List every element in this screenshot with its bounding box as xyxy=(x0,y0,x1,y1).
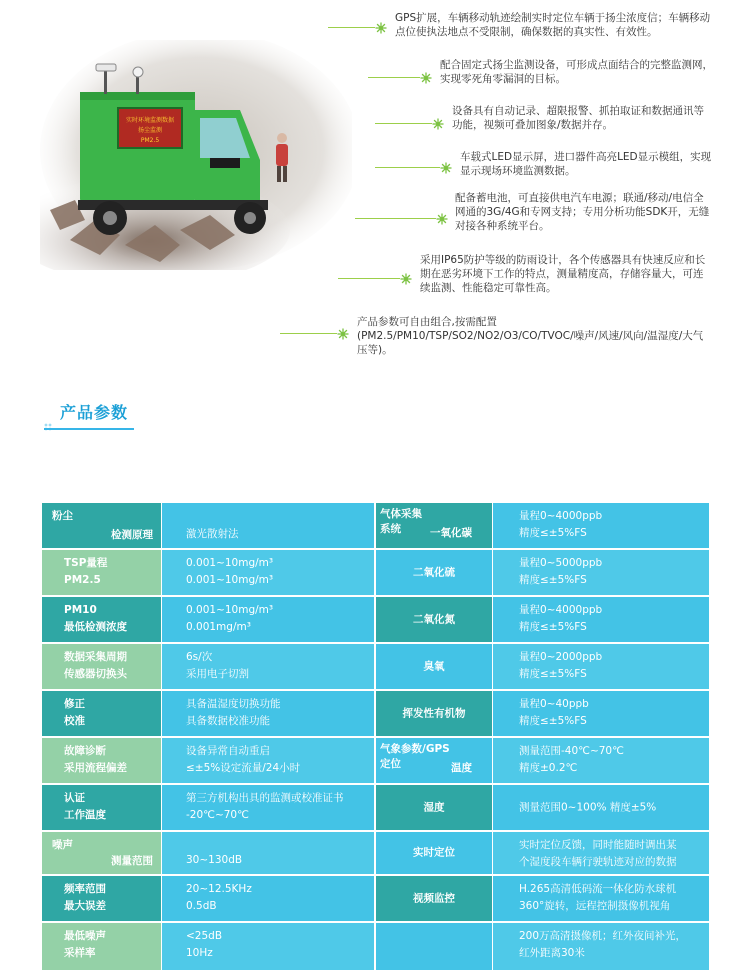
param-label: 挥发性有机物 xyxy=(402,707,466,719)
gas-param-value-cell xyxy=(493,644,709,689)
gas-param-value-cell xyxy=(493,876,709,921)
gas-param-label-cell xyxy=(376,550,492,595)
param-label: 认证 xyxy=(64,792,85,804)
param-label: 传感器切换头 xyxy=(64,668,127,680)
param-value: 具备数据校准功能 xyxy=(186,715,270,727)
param-label: 视频监控 xyxy=(413,892,455,904)
table-row xyxy=(42,785,709,830)
table-row xyxy=(42,597,709,642)
param-label: 粉尘 xyxy=(52,510,73,522)
vehicle-illustration xyxy=(40,40,352,270)
param-label: 故障诊断 xyxy=(64,745,106,757)
green-star-bullet-icon xyxy=(400,273,412,285)
led-screen-text: 扬尘监测 xyxy=(137,127,163,134)
gas-param-value-cell xyxy=(493,738,709,783)
gas-param-value-cell xyxy=(493,832,709,874)
param-value: 200万高清摄像机；红外夜间补光， xyxy=(519,930,687,942)
param-label: PM10 xyxy=(64,604,97,616)
param-value: 量程0~5000ppb xyxy=(519,557,603,569)
param-value: 30~130dB xyxy=(186,854,243,866)
param-label: 修正 xyxy=(64,698,85,710)
green-star-bullet-icon xyxy=(420,72,432,84)
param-value: 测量范围0~100% 精度±5% xyxy=(519,801,657,813)
table-row xyxy=(42,644,709,689)
feature-text: 配备蓄电池，可直接供电汽车电源；联通/移动/电信全网通的3G/4G和专网支持；专用分析功能SDK开，无缝对接各种系统平台。 xyxy=(455,192,710,232)
param-label-cell xyxy=(42,832,161,874)
gas-param-value-cell xyxy=(493,691,709,736)
param-label: 数据采集周期 xyxy=(64,651,127,663)
feature-connector-line xyxy=(280,333,337,334)
feature-text: 配合固定式扬尘监测设备，可形成点面结合的完整监测网，实现零死角零漏洞的目标。 xyxy=(440,59,713,85)
param-value: 0.001~10mg/m³ xyxy=(186,574,274,586)
param-value: 采用电子切割 xyxy=(186,668,249,680)
param-label: 温度 xyxy=(451,762,472,774)
feature-connector-line xyxy=(368,77,420,78)
feature-text: 车载式LED显示屏，进口器件高亮LED显示模组，实现显示现场环境监测数据。 xyxy=(460,151,712,177)
param-value: 精度≤±5%FS xyxy=(519,621,587,633)
param-label: 采用流程偏差 xyxy=(64,762,127,774)
param-value-cell xyxy=(162,550,374,595)
param-value: 360°旋转，远程控制摄像机视角 xyxy=(519,900,671,912)
param-label-cell xyxy=(42,597,161,642)
feature-text: 设备具有自动记录、超限报警、抓拍取证和数据通讯等功能，视频可叠加图象/数据并存。 xyxy=(452,105,704,131)
table-row xyxy=(42,832,709,874)
param-label: 二氧化硫 xyxy=(413,566,455,578)
param-label-cell xyxy=(42,503,161,548)
param-value: 个湿度段车辆行驶轨迹对应的数据 xyxy=(519,856,677,868)
gas-param-value-cell xyxy=(493,785,709,830)
param-value: 6s/次 xyxy=(186,651,213,663)
param-label: 系统 xyxy=(380,523,401,535)
param-label: 频率范围 xyxy=(64,883,106,895)
param-value: 量程0~4000ppb xyxy=(519,604,603,616)
param-value: 第三方机构出具的监测或校准证书 xyxy=(186,792,344,804)
param-value: 实时定位反馈，同时能随时调出某 xyxy=(519,839,677,851)
param-value-cell xyxy=(162,644,374,689)
gas-param-value-cell xyxy=(493,503,709,548)
param-label: 最大误差 xyxy=(64,900,106,912)
param-label: 最低检测浓度 xyxy=(64,621,127,633)
param-value: 红外距离30米 xyxy=(519,947,585,959)
param-value: 10Hz xyxy=(186,947,213,959)
gas-param-label-cell xyxy=(376,597,492,642)
gas-param-value-cell xyxy=(493,923,709,970)
feature-connector-line xyxy=(355,218,436,219)
param-value-cell xyxy=(162,876,374,921)
param-value: 测量范围-40℃~70℃ xyxy=(519,745,624,757)
param-label: 测量范围 xyxy=(111,855,153,867)
param-value: 0.001~10mg/m³ xyxy=(186,557,274,569)
param-label-cell xyxy=(42,876,161,921)
param-value: 精度≤±5%FS xyxy=(519,574,587,586)
param-value-cell xyxy=(162,597,374,642)
param-value: 精度±0.2℃ xyxy=(519,762,578,774)
param-label: 工作温度 xyxy=(64,809,106,821)
param-value: H.265高清低码流一体化防水球机 xyxy=(519,883,677,895)
gas-param-label-cell xyxy=(376,923,492,970)
param-label: 二氧化氮 xyxy=(413,613,455,625)
mobile-monitoring-vehicle-image xyxy=(40,40,352,270)
feature-connector-line xyxy=(328,27,375,28)
feature-text: GPS扩展，车辆移动轨迹绘制实时定位车辆于扬尘浓度信；车辆移动点位使执法地点不受限制，确保数据的真实性、有效性。 xyxy=(395,12,711,38)
gas-param-label-cell xyxy=(376,738,492,783)
table-row xyxy=(42,876,709,921)
feature-text: 产品参数可自由组合,按需配置(PM2.5/PM10/TSP/SO2/NO2/O3/CO/TVOC/噪声/风速/风向/温湿度/大气压等)。 xyxy=(357,316,704,356)
param-value: 激光散射法 xyxy=(186,528,239,540)
param-label: 最低噪声 xyxy=(64,930,106,942)
feature-connector-line xyxy=(338,278,400,279)
param-label-cell xyxy=(42,550,161,595)
param-label: 校准 xyxy=(64,715,85,727)
param-label: 一氧化碳 xyxy=(430,527,472,539)
section-title-underline xyxy=(44,428,134,430)
param-label-cell xyxy=(42,691,161,736)
param-label-cell xyxy=(42,738,161,783)
param-label: 实时定位 xyxy=(413,846,455,859)
param-value-cell xyxy=(162,832,374,874)
table-row xyxy=(42,503,709,548)
param-value: 0.001~10mg/m³ xyxy=(186,604,274,616)
gas-param-label-cell xyxy=(376,876,492,921)
feature-connector-line xyxy=(375,123,432,124)
param-value-cell xyxy=(162,738,374,783)
param-value-cell xyxy=(162,923,374,970)
param-label: 定位 xyxy=(380,758,401,770)
table-row xyxy=(42,738,709,783)
param-label: 气体采集 xyxy=(380,508,422,520)
feature-connector-line xyxy=(375,167,440,168)
param-value: 量程0~4000ppb xyxy=(519,510,603,522)
param-label: PM2.5 xyxy=(64,574,101,586)
param-label-cell xyxy=(42,644,161,689)
param-label-cell xyxy=(42,785,161,830)
table-row xyxy=(42,550,709,595)
param-value: 量程0~40ppb xyxy=(519,698,589,710)
section-title: 产品参数 xyxy=(60,403,129,422)
led-screen-text: 实时环境监测数据 xyxy=(125,117,175,124)
gas-param-label-cell xyxy=(376,503,492,548)
gas-param-label-cell xyxy=(376,644,492,689)
param-value: 20~12.5KHz xyxy=(186,883,252,895)
param-value: 精度≤±5%FS xyxy=(519,668,587,680)
gas-param-value-cell xyxy=(493,550,709,595)
green-star-bullet-icon xyxy=(440,162,452,174)
param-value: ≤±5%设定流量/24小时 xyxy=(186,762,301,774)
param-label-cell xyxy=(42,923,161,970)
gas-param-label-cell xyxy=(376,785,492,830)
param-value-cell xyxy=(162,503,374,548)
green-star-bullet-icon xyxy=(436,213,448,225)
param-value: -20℃~70℃ xyxy=(186,809,249,821)
param-value: 量程0~2000ppb xyxy=(519,651,603,663)
green-star-bullet-icon xyxy=(375,22,387,34)
green-star-bullet-icon xyxy=(432,118,444,130)
param-label: 噪声 xyxy=(52,839,73,851)
param-label: TSP量程 xyxy=(64,557,108,569)
param-label: 臭氧 xyxy=(423,660,445,672)
table-row xyxy=(42,691,709,736)
led-screen-text: PM2.5 xyxy=(140,137,160,144)
param-value: <25dB xyxy=(186,930,223,942)
green-star-bullet-icon xyxy=(337,328,349,340)
param-value: 精度≤±5%FS xyxy=(519,527,587,539)
feature-text: 采用IP65防护等级的防雨设计，各个传感器具有快速反应和长期在恶劣环境下工作的特点，测量精度高，存储容量大，可连续监测、性能稳定可靠性高。 xyxy=(420,254,706,294)
param-label: 气象参数/GPS xyxy=(380,743,450,755)
param-label: 检测原理 xyxy=(111,529,153,541)
param-value: 精度≤±5%FS xyxy=(519,715,587,727)
table-row xyxy=(42,923,709,970)
gas-param-label-cell xyxy=(376,832,492,874)
param-value-cell xyxy=(162,785,374,830)
param-value: 0.5dB xyxy=(186,900,217,912)
param-value: 设备异常自动重启 xyxy=(186,745,270,757)
param-label: 采样率 xyxy=(64,947,96,959)
param-value-cell xyxy=(162,691,374,736)
param-value: 具备温湿度切换功能 xyxy=(186,698,281,710)
gas-param-value-cell xyxy=(493,597,709,642)
gas-param-label-cell xyxy=(376,691,492,736)
param-label: 湿度 xyxy=(423,801,445,813)
param-value: 0.001mg/m³ xyxy=(186,621,251,633)
